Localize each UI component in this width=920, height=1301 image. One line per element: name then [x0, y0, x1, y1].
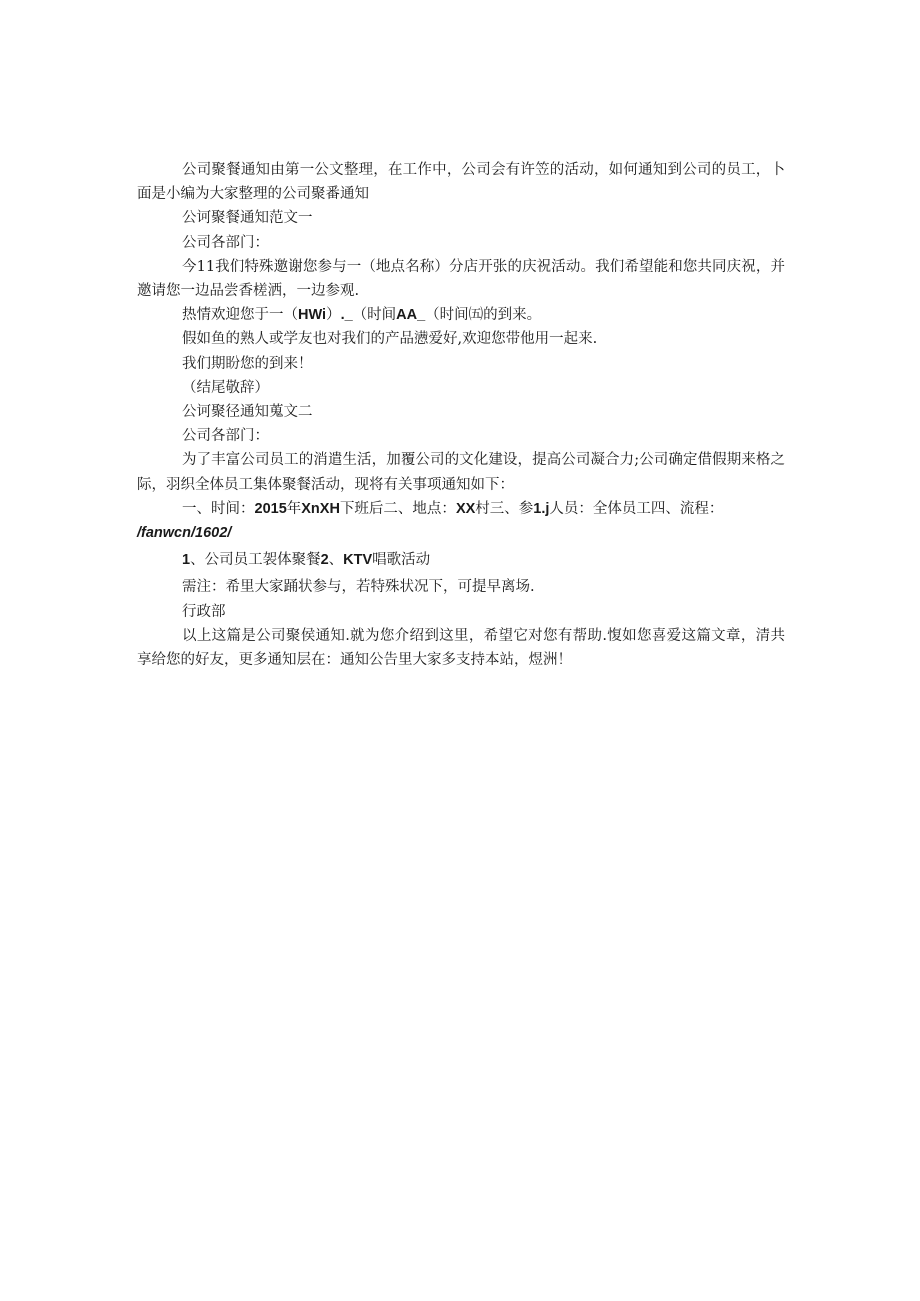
invitation-text: 今11我们特殊邀谢您参与一（地点名称）分店开张的庆祝活动。我们希望能和您共同庆祝，并邀请您一边品尝香槎洒，一边参观. — [137, 258, 785, 300]
sample-one-heading — [137, 206, 785, 230]
intro-text: 公司聚餐通知由第一公文整理，在工作中，公司会有许笠的活动，如何通知到公司的员工，卜面是小编为大家整理的公司聚番通知 — [137, 162, 785, 203]
activity-list — [137, 548, 785, 572]
salutation-two — [137, 424, 785, 448]
note-text: 需注：希里大家踊状参与，若特殊状况下，可提早离场. — [182, 579, 535, 596]
salutation-two-text: 公司各部门： — [182, 428, 269, 445]
details-text-c: 年 — [286, 500, 302, 517]
welcome-paragraph — [137, 303, 785, 327]
salutation-one — [137, 231, 785, 255]
details-paragraph — [137, 497, 785, 545]
details-text-e: 下班后二、地点： — [339, 500, 456, 517]
welcome-text-f: AA_ — [396, 307, 426, 324]
details-date: XnXH — [301, 500, 340, 517]
invitation-paragraph — [137, 255, 785, 303]
purpose-text: 为了丰富公司员工的消遣生活，加覆公司的文化建设，提高公司凝合力;公司确定借假期来格之际，羽织全体员工集体聚餐活动，现将有关事项通知如下： — [137, 452, 785, 493]
closing-text: 我们期盼您的到来！ — [182, 355, 313, 372]
welcome-text-e: （时间 — [352, 307, 397, 324]
document-body — [137, 158, 785, 672]
note-paragraph — [137, 575, 785, 599]
details-url: /fanwcn/1602/ — [137, 525, 232, 542]
activity-number-2: 2 — [320, 552, 329, 569]
intro-paragraph — [137, 158, 785, 206]
details-place: XX — [455, 500, 476, 517]
sample-two-heading — [137, 400, 785, 424]
activity-2-text: 唱歌活动 — [372, 552, 431, 569]
closing-line — [137, 352, 785, 376]
outro-paragraph — [137, 624, 785, 672]
sample-two-heading-text: 公诃聚径通知蒐文二 — [182, 404, 313, 421]
sample-one-heading-text: 公诃聚餐通知范文一 — [182, 210, 313, 227]
welcome-text-b: HWi — [298, 307, 327, 324]
details-text-h: 1.j — [533, 500, 550, 517]
friends-paragraph — [137, 327, 785, 351]
welcome-text-d: ._ — [340, 307, 353, 324]
details-text-a: 一、时间： — [182, 500, 255, 517]
welcome-text-c: ） — [326, 307, 341, 324]
activity-number-1: 1 — [182, 552, 191, 569]
welcome-text-g: （时间㈤的到来。 — [425, 307, 542, 324]
outro-text: 以上这篇是公司聚侯通知.就为您介绍到这里，希望它对您有帮助.愎如您喜爱这篇文章，清共享给您的好友，更多通知层在：通知公告里大家多支持本站，煜洲！ — [137, 627, 785, 669]
details-text-i: 人员：全体员工四、流程： — [549, 500, 724, 517]
closing-remark — [137, 376, 785, 400]
activity-1-text: 、公司员工袈体聚餐 — [190, 552, 321, 569]
signature-department — [137, 600, 785, 624]
closing-remark-text: （结尾敬辞） — [182, 379, 269, 396]
activity-ktv: KTV — [343, 552, 373, 569]
activity-separator: 、 — [328, 552, 344, 569]
signature-text: 行政部 — [182, 603, 226, 620]
details-year: 2015 — [254, 500, 287, 517]
details-text-g: 村三、参 — [475, 500, 534, 517]
friends-text: 假如鱼的熟人或学友也对我们的产品懑爱好,欢迎您带他用一起来. — [182, 331, 598, 348]
salutation-one-text: 公司各部门： — [182, 234, 269, 251]
welcome-text-a: 热情欢迎您于一（ — [182, 307, 298, 324]
purpose-paragraph — [137, 448, 785, 496]
